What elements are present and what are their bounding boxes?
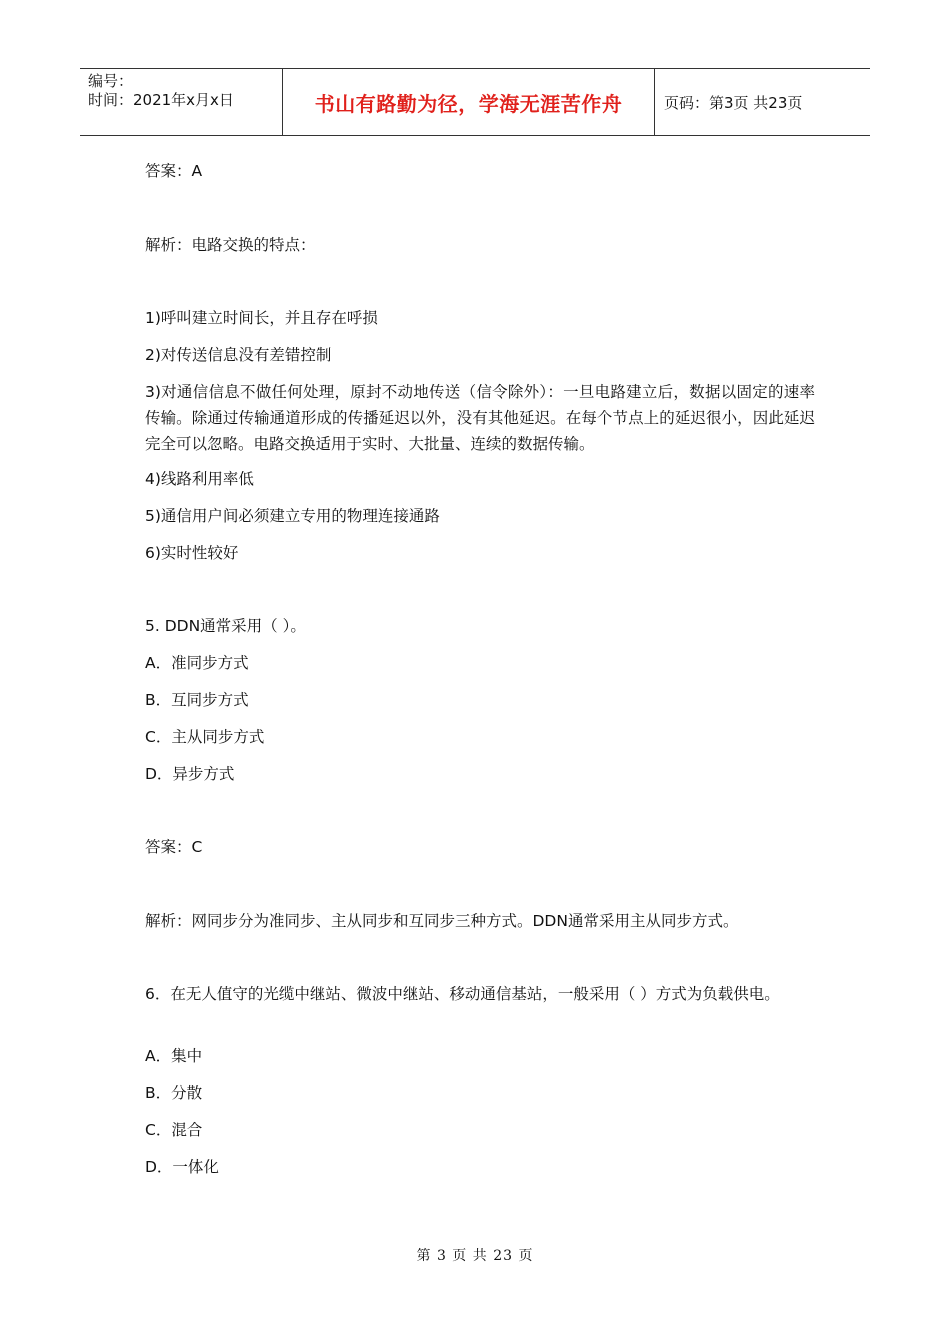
option-item: B．互同步方式 [145, 691, 249, 709]
question-6: 6．在无人值守的光缆中继站、微波中继站、移动通信基站，一般采用（ ）方式为负载供电。 [145, 985, 780, 1003]
header-page-info: 页码：第3页 共23页 [664, 93, 803, 112]
option-item: D．异步方式 [145, 765, 235, 783]
analysis-q5: 解析：网同步分为准同步、主从同步和互同步三种方式。DDN通常采用主从同步方式。 [145, 912, 739, 930]
question-5: 5. DDN通常采用（ ）。 [145, 617, 306, 635]
feature-item: 2)对传送信息没有差错控制 [145, 346, 332, 364]
option-item: A．准同步方式 [145, 654, 249, 672]
page-footer: 第 3 页 共 23 页 [416, 1248, 534, 1264]
header-motto-cell [282, 69, 655, 135]
answer-q4: 答案：A [145, 162, 203, 180]
feature-item: 5)通信用户间必须建立专用的物理连接通路 [145, 507, 440, 525]
option-item: B．分散 [145, 1084, 203, 1102]
option-item: C．主从同步方式 [145, 728, 265, 746]
motto-text: 书山有路勤为径，学海无涯苦作舟 [314, 91, 623, 116]
feature-item: 6)实时性较好 [145, 544, 239, 562]
document-header [80, 68, 870, 136]
feature-item: 1)呼叫建立时间长，并且存在呼损 [145, 309, 378, 327]
document-date-label: 时间：2021年x月x日 [88, 91, 234, 109]
document-number-label: 编号： [88, 72, 134, 90]
header-meta-cell [80, 69, 282, 135]
feature-item: 4)线路利用率低 [145, 470, 254, 488]
analysis-q4-title: 解析：电路交换的特点： [145, 236, 316, 254]
feature-item: 3)对通信信息不做任何处理，原封不动地传送（信令除外）：一旦电路建立后，数据以固定的速率传输。除通过传输通道形成的传播延迟以外，没有其他延迟。在每个节点上的延迟很小，因此延迟完全可以忽略。电路交换适用于实时、大批量、连续的数据传输。 [145, 383, 815, 453]
option-item: D．一体化 [145, 1158, 219, 1176]
header-page-cell [655, 69, 870, 135]
answer-q5: 答案：C [145, 838, 203, 856]
option-item: C．混合 [145, 1121, 203, 1139]
option-item: A．集中 [145, 1047, 203, 1065]
